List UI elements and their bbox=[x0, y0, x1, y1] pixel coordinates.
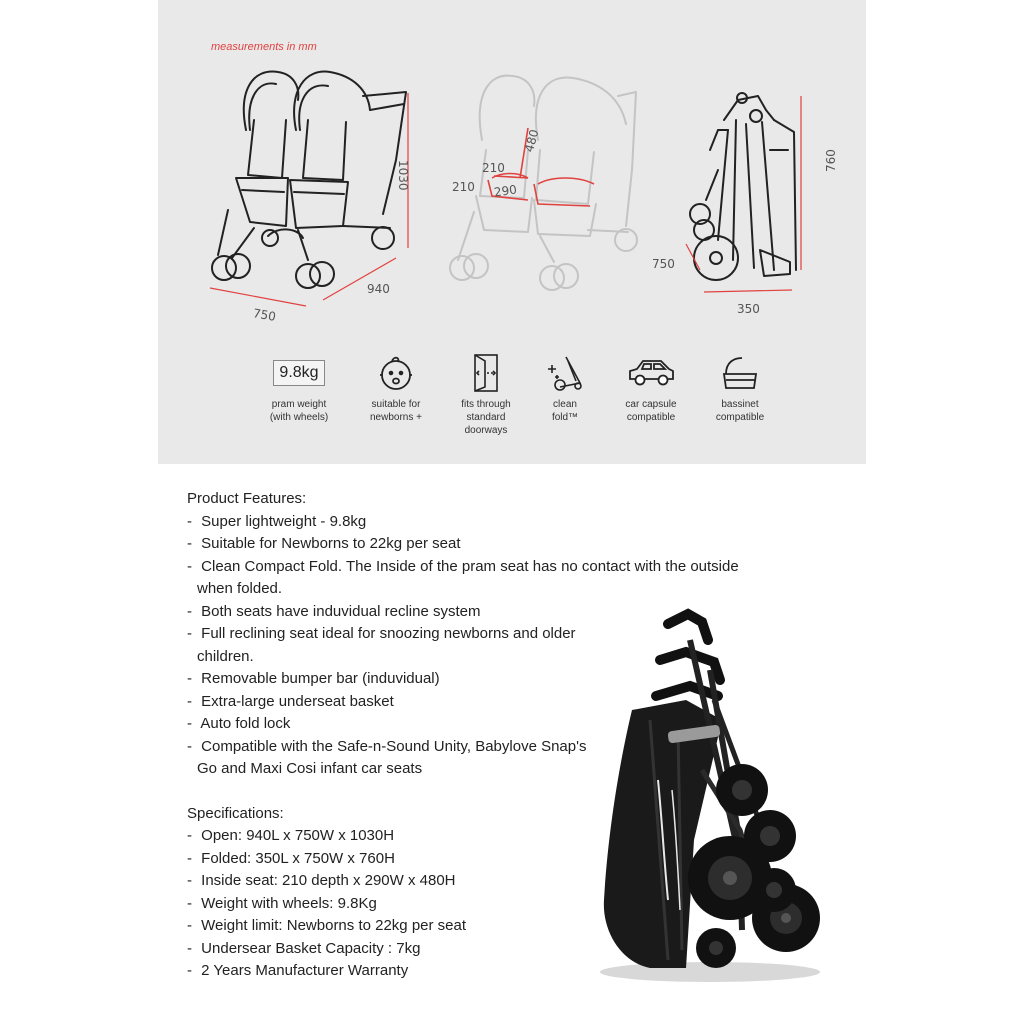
list-item: - 2 Years Manufacturer Warranty bbox=[187, 962, 409, 979]
bassinet-icon bbox=[696, 352, 784, 394]
clean-fold-icon bbox=[521, 352, 609, 394]
folded-length-label: 350 bbox=[737, 302, 760, 316]
seat-width-label: 290 bbox=[493, 182, 518, 200]
specifications-heading: Specifications: bbox=[187, 804, 284, 822]
open-stroller-drawing bbox=[212, 72, 406, 288]
seat-stroller-drawing bbox=[450, 76, 637, 290]
list-item: - Removable bumper bar (induvidual) bbox=[187, 670, 440, 687]
folded-stroller-photo bbox=[590, 600, 830, 990]
list-item: - Weight with wheels: 9.8Kg bbox=[187, 894, 377, 912]
list-item: - Clean Compact Fold. The Inside of the pram seat has no contact with the outside when folded. bbox=[187, 557, 739, 597]
list-item: - Full reclining seat ideal for snoozing newborns and older children. bbox=[187, 625, 576, 665]
feature-icon-row bbox=[158, 352, 866, 442]
open-dimension-lines bbox=[210, 93, 408, 306]
doorway-icon bbox=[442, 352, 530, 394]
product-features-heading: Product Features: bbox=[187, 490, 307, 507]
feature-caption: car capsule compatible bbox=[625, 399, 677, 423]
seat-depth-label-upper: 210 bbox=[482, 161, 505, 175]
feature-caption: pram weight (with wheels) bbox=[269, 399, 329, 423]
feature-caption: clean fold™ bbox=[551, 399, 579, 423]
car-icon bbox=[607, 352, 695, 394]
list-item: - Compatible with the Safe-n-Sound Unity, Babylove Snap's Go and Maxi Cosi infant car seats bbox=[187, 737, 587, 777]
feature-caption: fits through standard doorways bbox=[461, 399, 511, 436]
feature-car-capsule bbox=[607, 352, 695, 424]
baby-face-icon bbox=[352, 352, 440, 394]
feature-clean-fold bbox=[521, 352, 609, 424]
dimension-panel bbox=[158, 0, 866, 464]
folded-width-label: 750 bbox=[652, 257, 675, 271]
list-item: - Weight limit: Newborns to 22kg per seat bbox=[187, 917, 467, 934]
measurements-note: measurements in mm bbox=[211, 41, 317, 53]
folded-stroller-drawing bbox=[690, 93, 796, 280]
list-item: - Extra-large underseat basket bbox=[187, 692, 394, 710]
open-height-label: 1030 bbox=[396, 160, 410, 191]
list-item: - Folded: 350L x 750W x 760H bbox=[187, 849, 395, 867]
folded-height-label: 760 bbox=[824, 149, 838, 172]
open-width-label: 750 bbox=[251, 306, 277, 324]
feature-bassinet bbox=[696, 352, 784, 424]
list-item: - Open: 940L x 750W x 1030H bbox=[187, 827, 395, 844]
list-item: - Super lightweight - 9.8kg bbox=[187, 512, 367, 530]
list-item: - Inside seat: 210 depth x 290W x 480H bbox=[187, 872, 456, 889]
dimension-diagrams bbox=[158, 0, 866, 340]
list-item: - Auto fold lock bbox=[187, 715, 291, 732]
weight-icon: 9.8kg bbox=[273, 360, 324, 386]
feature-newborn bbox=[352, 352, 440, 424]
feature-caption: suitable for newborns + bbox=[370, 399, 422, 423]
list-item: - Undersear Basket Capacity : 7kg bbox=[187, 939, 421, 957]
list-item: - Both seats have induvidual recline system bbox=[187, 602, 481, 620]
seat-depth-label-lower: 210 bbox=[452, 180, 475, 194]
seat-height-label: 480 bbox=[522, 127, 542, 154]
open-length-label: 940 bbox=[367, 282, 390, 296]
feature-caption: bassinet compatible bbox=[715, 399, 765, 423]
feature-doorway bbox=[442, 352, 530, 437]
list-item: - Suitable for Newborns to 22kg per seat bbox=[187, 535, 461, 552]
feature-weight bbox=[255, 352, 343, 424]
